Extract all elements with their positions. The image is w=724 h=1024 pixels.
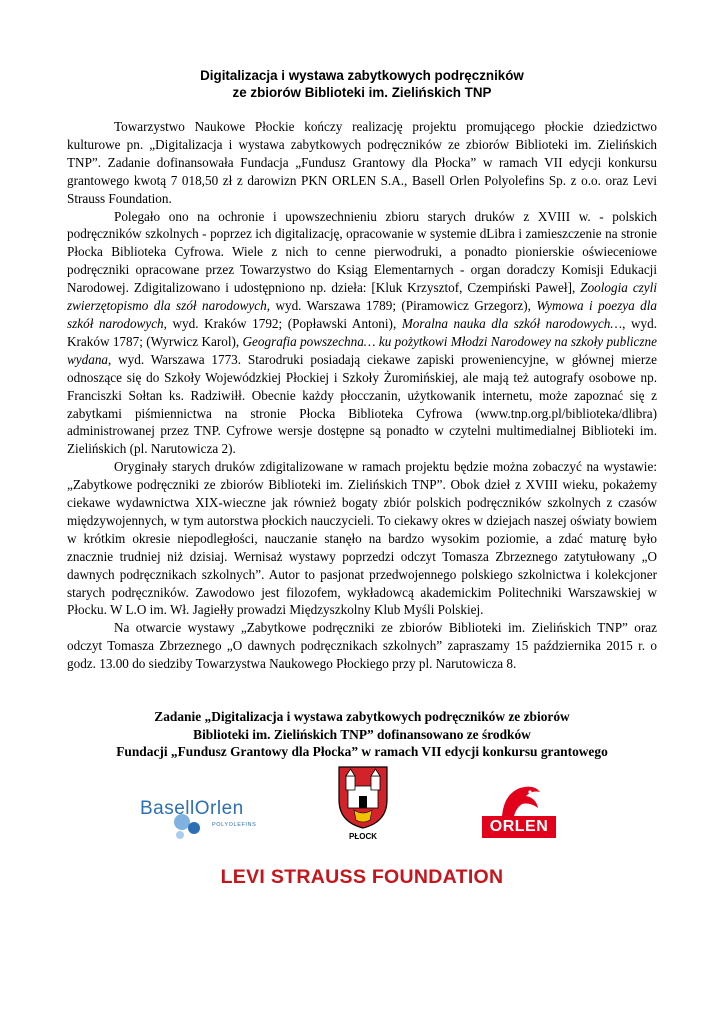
article-body — [67, 118, 657, 673]
paragraph-2-text: Polegało ono na ochronie i upowszechnieniu zbioru starych druków z XVIII w. - polskich podręczników szkolnych - poprzez ich digitalizację, opracowanie w systemie dLibra i zamieszczenie na stronie Płocka Biblioteka Cyfrowa. Wiele z nich to cenne pierwodruki, a ponadto pionierskie oświeceniowe podręczniki opracowane przez Towarzystwo do Ksiąg Elementarnych - organ doradczy Komisji Edukacji Narodowej. Zdigitalizowano i udostępniono np. dzieła: [Kluk Krzysztof, Czempiński Paweł], — [67, 208, 657, 296]
funding-line-3: Fundacji „Fundusz Grantowy dla Płocka” w ramach VII edycji konkursu grantowego — [116, 744, 608, 759]
paragraph-2-text: , wyd. Kraków 1787; (Wyrwicz Karol), — [67, 315, 657, 349]
book-title: Zoologia czyli zwierzętopismo dla szół narodowych — [67, 280, 657, 314]
paragraph-1: Towarzystwo Naukowe Płockie kończy realizację projektu promującego płockie dziedzictwo kulturowe pn. „Digitalizacja i wystawa zabytkowych podręczników ze zbiorów Biblioteki im. Zielińskich TNP”. Zadanie dofinansowała Fundacja „Fundusz Grantowy dla Płocka” w ramach VII edycji konkursu grantowego kwotą 7 018,50 zł z darowizn PKN ORLEN S.A., Basell Orlen Polyolefins Sp. z o.o. oraz Levi Strauss Foundation. — [67, 119, 657, 206]
paragraph-2-text: , wyd. Warszawa 1789; (Piramowicz Grzegorz), — [266, 298, 537, 314]
book-title: Geografia powszechna… ku pożytkowi Młodzi Narodowey na szkoły publiczne wydana — [67, 333, 657, 367]
coat-of-arms-icon — [336, 764, 390, 830]
paragraph-2-text: , wyd. Warszawa 1773. Starodruki posiadają ciekawe zapiski proweniencyjne, w głównej mierze odnoszące się do Szkoły Wojewódzkiej Płockiej i Szkoły Żuromińskiej, ale mają też autografy osobowe np. Franciszki Sołtan ks. Radziwiłł. Obecnie każdy płocczanin, użytkowanik internetu, może zapoznać się z zabytkami piśmiennictwa na stronie Płocka Biblioteka Cyfrowa (www.tnp.org.pl/biblioteka/dlibra) administrowanej przez TNP. Cyfrowe wersje dostępne są ponadto w czytelni multimedialnej Biblioteki im. Zielińskich (pl. Narutowicza 2). — [67, 351, 657, 457]
basell-orlen-logo — [140, 790, 255, 840]
title-line-1: Digitalizacja i wystawa zabytkowych podręczników — [200, 68, 524, 83]
orlen-logo — [480, 782, 558, 842]
funding-line-2: Biblioteki im. Zielińskich TNP” dofinansowano ze środków — [193, 726, 531, 742]
plock-label: PŁOCK — [349, 832, 377, 841]
book-title: Moralna nauka dla szkół narodowych… — [401, 315, 623, 331]
funding-statement — [40, 708, 684, 761]
basell-wordmark: BasellOrlen — [140, 798, 244, 819]
book-title: Wymowa i poezya dla szkół narodowych — [67, 298, 657, 331]
plock-coat-of-arms — [336, 764, 390, 844]
document-title — [60, 67, 664, 101]
title-line-2: ze zbiorów Biblioteki im. Zielińskich TNP — [232, 85, 492, 100]
eagle-icon — [480, 782, 558, 818]
orlen-wordmark: ORLEN — [482, 816, 556, 838]
funding-line-1: Zadanie „Digitalizacja i wystawa zabytkowych podręczników ze zbiorów — [154, 709, 570, 724]
basell-subtitle: POLYOLEFINS — [212, 822, 257, 828]
paragraph-2-text: , wyd. Kraków 1792; (Popławski Antoni), — [163, 315, 402, 331]
levi-strauss-foundation-logo: LEVI STRAUSS FOUNDATION — [220, 866, 504, 888]
paragraph-4: Na otwarcie wystawy „Zabytkowe podręczniki ze zbiorów Biblioteki im. Zielińskich TNP” oraz odczyt Tomasza Zbrzeznego „O dawnych podręcznikach szkolnych” zapraszamy 15 października 2015 r. o godz. 13.00 do siedziby Towarzystwa Naukowego Płockiego przy pl. Narutowicza 8. — [67, 620, 657, 672]
paragraph-3: Oryginały starych druków zdigitalizowane w ramach projektu będzie można zobaczyć na wystawie: „Zabytkowe podręczniki ze zbiorów Biblioteki im. Zielińskich TNP”. Obok dzieł z XVIII wieku, pokażemy ciekawe wydawnictwa XIX-wieczne jak również bogaty zbiór polskich podręczników szkolnych z czasów międzywojennych, w tym autorstwa płockich nauczycieli. To ciekawy okres w dziejach naszej oświaty bowiem w krótkim okresie niepodległości, nauczanie stanęło na bardzo wysokim poziomie, a zdać maturę było znacznie trudniej niż dzisiaj. Wernisaż wystawy poprzedzi odczyt Tomasza Zbrzeznego zatytułowany „O dawnych podręcznikach szkolnych”. Autor to pasjonat przedwojennego polskiego szkolnictwa i kolekcjoner starych podręczników. Zawodowo jest filozofem, wykładowcą akademickim Politechniki Warszawskiej w Płocku. W L.O im. Wł. Jagiełły prowadzi Międzyszkolny Klub Myśli Polskiej. — [67, 459, 657, 618]
paragraph-2 — [67, 208, 657, 459]
